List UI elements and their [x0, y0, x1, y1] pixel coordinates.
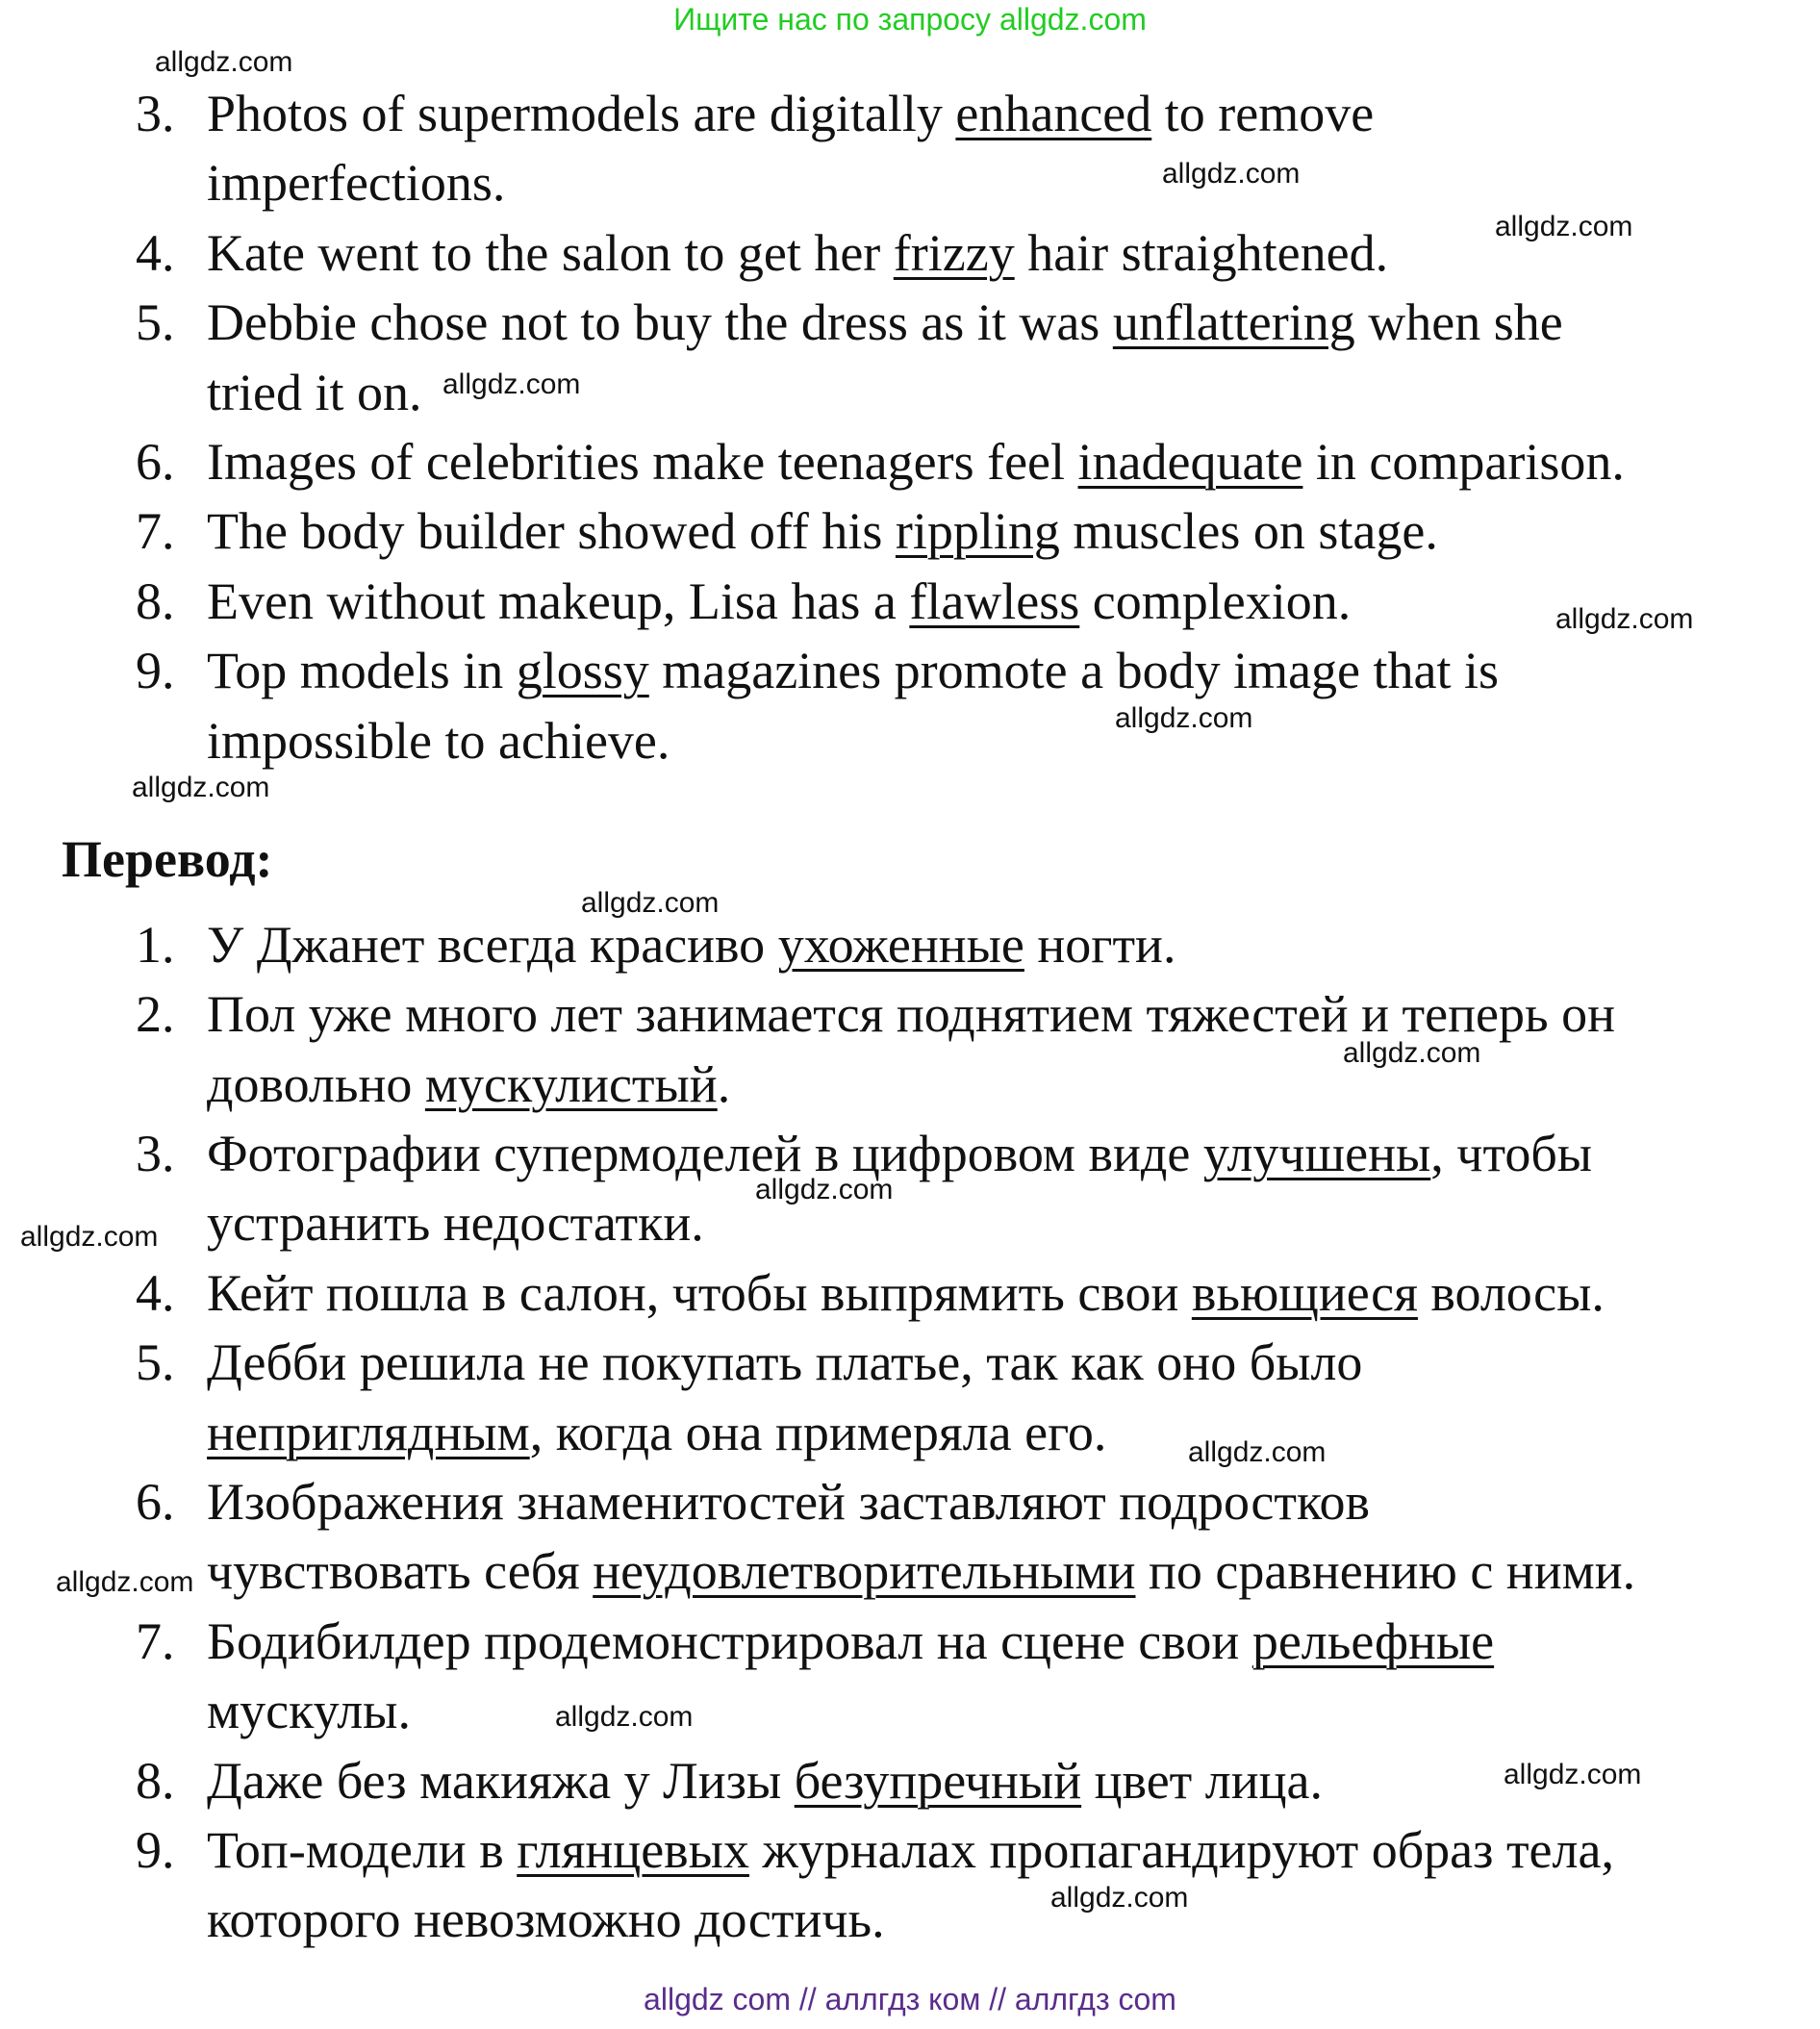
- item-number: 9.: [136, 1820, 175, 1879]
- item-number: 6.: [136, 1473, 175, 1532]
- list-item-line: [0, 567, 1820, 636]
- list-item-line: [0, 1467, 1820, 1536]
- text-segment: impossible to achieve.: [207, 711, 670, 770]
- list-item-line: [0, 706, 1820, 775]
- list-item-line: [0, 979, 1820, 1049]
- item-text: [207, 218, 1388, 288]
- list-item-line: [0, 358, 1820, 427]
- list-item-line: [0, 1815, 1820, 1885]
- watermark-text: allgdz.com: [755, 1174, 894, 1205]
- text-segment: довольно: [207, 1054, 425, 1113]
- text-segment: when she: [1354, 293, 1563, 352]
- item-text: [207, 496, 1438, 566]
- item-text: [207, 567, 1351, 636]
- list-item-line: [0, 427, 1820, 496]
- underlined-word: глянцевых: [517, 1820, 749, 1879]
- list-item-line: [0, 1258, 1820, 1328]
- underlined-word: flawless: [909, 571, 1080, 630]
- text-segment: , когда она примеряла его.: [529, 1403, 1107, 1461]
- text-segment: complexion.: [1079, 571, 1352, 630]
- text-segment: imperfections.: [207, 154, 506, 213]
- item-text: [207, 910, 1175, 979]
- list-item-line: [0, 288, 1820, 357]
- text-segment: Images of celebrities make teenagers feel: [207, 432, 1078, 491]
- watermark-text: allgdz.com: [581, 887, 720, 919]
- text-segment: Даже без макияжа у Лизы: [207, 1751, 795, 1810]
- list-item-line: [0, 1885, 1820, 1954]
- russian-translations: [0, 910, 1820, 1955]
- watermark-text: allgdz.com: [1555, 603, 1694, 635]
- item-text: [207, 427, 1625, 496]
- text-segment: .: [717, 1054, 731, 1113]
- list-item-line: [0, 496, 1820, 566]
- underlined-word: неприглядным: [207, 1403, 530, 1461]
- text-segment: устранить недостатки.: [207, 1194, 704, 1253]
- watermark-text: allgdz.com: [132, 772, 270, 803]
- item-number: 8.: [136, 1751, 175, 1810]
- underlined-word: enhanced: [955, 85, 1152, 142]
- item-number: 3.: [136, 85, 175, 142]
- watermark-text: allgdz.com: [442, 368, 581, 400]
- list-item-line: [0, 910, 1820, 979]
- list-item-line: [0, 1607, 1820, 1676]
- text-segment: hair straightened.: [1014, 223, 1389, 282]
- text-segment: мускулы.: [207, 1682, 411, 1740]
- item-text: [207, 1467, 1370, 1536]
- text-segment: Бодибилдер продемонстрировал на сцене свои: [207, 1611, 1252, 1670]
- item-text: [207, 1398, 1106, 1467]
- watermark-text: allgdz.com: [1162, 158, 1301, 190]
- item-text: [207, 1676, 411, 1745]
- list-item-line: [0, 1536, 1820, 1606]
- text-segment: Дебби решила не покупать платье, так как оно было: [207, 1333, 1363, 1392]
- footer-watermark: allgdz com // аллгдз ком // аллгдз com: [644, 1982, 1176, 2016]
- text-segment: magazines promote a body image that is: [648, 642, 1500, 700]
- item-text: [207, 636, 1499, 705]
- item-number: 6.: [136, 432, 175, 491]
- item-number: 1.: [136, 915, 175, 974]
- list-item-line: [0, 148, 1820, 217]
- item-text: [207, 358, 421, 427]
- text-segment: ногти.: [1024, 915, 1176, 974]
- watermark-text: allgdz.com: [1115, 702, 1253, 734]
- list-item-line: [0, 1119, 1820, 1188]
- list-item-line: [0, 1398, 1820, 1467]
- text-segment: The body builder showed off his: [207, 502, 896, 561]
- text-segment: Кейт пошла в салон, чтобы выпрямить свои: [207, 1263, 1192, 1322]
- item-text: [207, 288, 1563, 357]
- item-text: [207, 1536, 1635, 1606]
- list-item-line: [0, 79, 1820, 148]
- list-item-line: [0, 1050, 1820, 1119]
- text-segment: to remove: [1151, 85, 1375, 142]
- text-segment: волосы.: [1417, 1263, 1605, 1322]
- item-number: 8.: [136, 571, 175, 630]
- item-number: 2.: [136, 985, 175, 1044]
- text-segment: in comparison.: [1302, 432, 1625, 491]
- underlined-word: glossy: [516, 642, 649, 700]
- item-text: [207, 1328, 1362, 1397]
- watermark-text: allgdz.com: [555, 1701, 694, 1733]
- text-segment: Photos of supermodels are digitally: [207, 85, 956, 142]
- underlined-word: ухоженные: [777, 915, 1024, 974]
- search-banner: Ищите нас по запросу allgdz.com: [673, 2, 1147, 37]
- underlined-word: rippling: [895, 502, 1060, 561]
- watermark-text: allgdz.com: [20, 1221, 159, 1253]
- underlined-word: безупречный: [794, 1751, 1082, 1810]
- watermark-text: allgdz.com: [1343, 1037, 1481, 1069]
- text-segment: , чтобы: [1430, 1125, 1593, 1183]
- text-segment: Пол уже много лет занимается поднятием тяжестей и теперь он: [207, 985, 1615, 1044]
- underlined-word: улучшены: [1202, 1125, 1431, 1183]
- text-segment: цвет лица.: [1081, 1751, 1323, 1810]
- text-segment: Фотографии супермоделей в цифровом виде: [207, 1125, 1203, 1183]
- item-text: [207, 1188, 704, 1257]
- text-segment: Топ-модели в: [207, 1820, 518, 1879]
- watermark-text: allgdz.com: [1495, 211, 1633, 242]
- text-segment: tried it on.: [207, 363, 422, 421]
- watermark-text: allgdz.com: [1050, 1882, 1189, 1914]
- english-sentences: [0, 79, 1820, 775]
- document-body: [0, 79, 1820, 1955]
- text-segment: чувствовать себя: [207, 1542, 594, 1601]
- underlined-word: вьющиеся: [1191, 1263, 1418, 1322]
- item-text: [207, 1607, 1494, 1676]
- list-item-line: [0, 636, 1820, 705]
- list-item-line: [0, 1328, 1820, 1397]
- text-segment: muscles on stage.: [1059, 502, 1438, 561]
- item-text: [207, 1885, 885, 1954]
- underlined-word: мускулистый: [424, 1054, 718, 1113]
- item-text: [207, 706, 670, 775]
- underlined-word: неудовлетворительными: [593, 1542, 1136, 1601]
- watermark-text: allgdz.com: [56, 1566, 194, 1598]
- watermark-text: allgdz.com: [1188, 1436, 1327, 1468]
- item-number: 7.: [136, 502, 175, 561]
- text-segment: Kate went to the salon to get her: [207, 223, 894, 282]
- text-segment: по сравнению с ними.: [1135, 1542, 1636, 1601]
- underlined-word: frizzy: [893, 223, 1015, 282]
- item-text: [207, 148, 505, 217]
- item-text: [207, 1119, 1592, 1188]
- list-item-line: [0, 1676, 1820, 1745]
- translation-heading: Перевод:: [62, 829, 273, 888]
- item-number: 3.: [136, 1125, 175, 1183]
- item-number: 5.: [136, 1333, 175, 1392]
- item-number: 4.: [136, 1263, 175, 1322]
- text-segment: У Джанет всегда красиво: [207, 915, 778, 974]
- item-text: [207, 1050, 730, 1119]
- text-segment: Изображения знаменитостей заставляют подростков: [207, 1473, 1370, 1532]
- watermark-text: allgdz.com: [155, 46, 293, 78]
- item-number: 5.: [136, 293, 175, 352]
- underlined-word: inadequate: [1077, 432, 1303, 491]
- underlined-word: unflattering: [1112, 293, 1355, 352]
- watermark-text: allgdz.com: [1504, 1759, 1642, 1790]
- item-text: [207, 1746, 1323, 1815]
- item-text: [207, 1258, 1605, 1328]
- item-text: [207, 79, 1374, 148]
- text-segment: журналах пропагандируют образ тела,: [748, 1820, 1614, 1879]
- item-number: 9.: [136, 642, 175, 700]
- underlined-word: рельефные: [1251, 1611, 1495, 1670]
- list-item-line: [0, 1188, 1820, 1257]
- text-segment: Top models in: [207, 642, 517, 700]
- text-segment: Even without makeup, Lisa has a: [207, 571, 910, 630]
- text-segment: которого невозможно достичь.: [207, 1890, 885, 1949]
- item-number: 7.: [136, 1611, 175, 1670]
- text-segment: Debbie chose not to buy the dress as it was: [207, 293, 1113, 352]
- item-text: [207, 1815, 1614, 1885]
- item-number: 4.: [136, 223, 175, 282]
